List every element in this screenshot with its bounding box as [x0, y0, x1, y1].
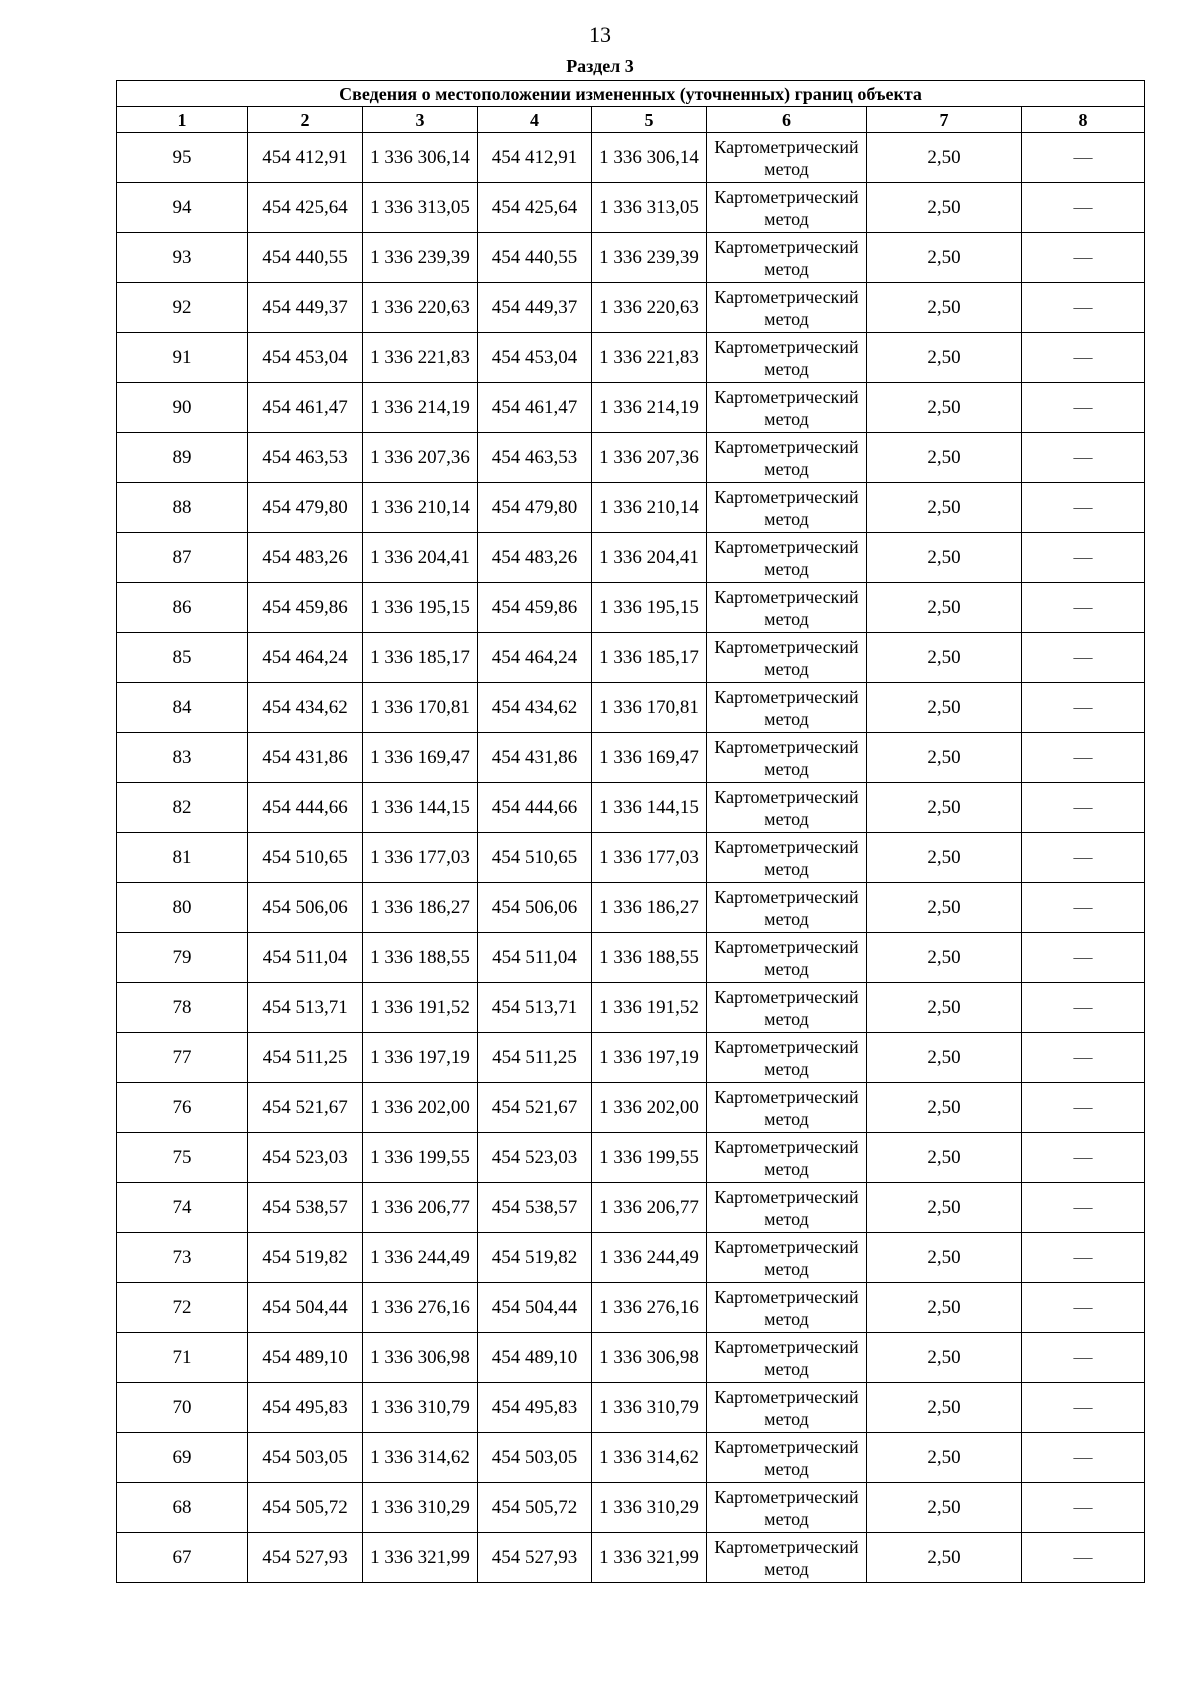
- section-title: Раздел 3: [566, 56, 634, 76]
- cell-description: —: [1022, 433, 1145, 483]
- cell-old-x: 454 489,10: [248, 1333, 363, 1383]
- cell-old-x: 454 459,86: [248, 583, 363, 633]
- cell-new-y: 1 336 276,16: [592, 1283, 707, 1333]
- cell-new-y: 1 336 310,79: [592, 1383, 707, 1433]
- cell-method: Картометрический метод: [707, 333, 867, 383]
- cell-description: —: [1022, 1283, 1145, 1333]
- cell-old-y: 1 336 197,19: [363, 1033, 478, 1083]
- cell-point-number: 90: [117, 383, 248, 433]
- table-row: [117, 483, 1145, 533]
- cell-method: Картометрический метод: [707, 783, 867, 833]
- cell-new-x: 454 464,24: [478, 633, 592, 683]
- cell-new-y: 1 336 144,15: [592, 783, 707, 833]
- table-row: [117, 983, 1145, 1033]
- cell-new-y: 1 336 202,00: [592, 1083, 707, 1133]
- cell-accuracy: 2,50: [867, 233, 1022, 283]
- column-header-8: 8: [1022, 107, 1145, 133]
- cell-method: Картометрический метод: [707, 1133, 867, 1183]
- cell-method: Картометрический метод: [707, 1483, 867, 1533]
- cell-old-y: 1 336 199,55: [363, 1133, 478, 1183]
- cell-old-y: 1 336 220,63: [363, 283, 478, 333]
- cell-accuracy: 2,50: [867, 983, 1022, 1033]
- cell-point-number: 83: [117, 733, 248, 783]
- cell-description: —: [1022, 283, 1145, 333]
- table-row: [117, 433, 1145, 483]
- cell-old-y: 1 336 207,36: [363, 433, 478, 483]
- cell-new-y: 1 336 188,55: [592, 933, 707, 983]
- cell-new-y: 1 336 169,47: [592, 733, 707, 783]
- cell-point-number: 73: [117, 1233, 248, 1283]
- cell-new-y: 1 336 310,29: [592, 1483, 707, 1533]
- cell-old-y: 1 336 186,27: [363, 883, 478, 933]
- cell-new-y: 1 336 206,77: [592, 1183, 707, 1233]
- cell-old-x: 454 444,66: [248, 783, 363, 833]
- cell-new-y: 1 336 199,55: [592, 1133, 707, 1183]
- cell-old-y: 1 336 214,19: [363, 383, 478, 433]
- cell-new-y: 1 336 214,19: [592, 383, 707, 433]
- cell-new-x: 454 440,55: [478, 233, 592, 283]
- cell-method: Картометрический метод: [707, 1283, 867, 1333]
- cell-point-number: 85: [117, 633, 248, 683]
- table-row: [117, 1133, 1145, 1183]
- cell-description: —: [1022, 1533, 1145, 1583]
- cell-new-y: 1 336 220,63: [592, 283, 707, 333]
- cell-point-number: 86: [117, 583, 248, 633]
- cell-accuracy: 2,50: [867, 383, 1022, 433]
- cell-old-x: 454 504,44: [248, 1283, 363, 1333]
- cell-method: Картометрический метод: [707, 533, 867, 583]
- cell-new-y: 1 336 314,62: [592, 1433, 707, 1483]
- cell-description: —: [1022, 1433, 1145, 1483]
- cell-accuracy: 2,50: [867, 1183, 1022, 1233]
- table-row: [117, 1433, 1145, 1483]
- cell-old-x: 454 495,83: [248, 1383, 363, 1433]
- cell-old-x: 454 510,65: [248, 833, 363, 883]
- cell-method: Картометрический метод: [707, 1333, 867, 1383]
- cell-new-x: 454 434,62: [478, 683, 592, 733]
- cell-new-x: 454 511,25: [478, 1033, 592, 1083]
- cell-new-x: 454 449,37: [478, 283, 592, 333]
- cell-new-x: 454 412,91: [478, 133, 592, 183]
- cell-method: Картометрический метод: [707, 383, 867, 433]
- table-row: [117, 1483, 1145, 1533]
- cell-old-x: 454 464,24: [248, 633, 363, 683]
- cell-new-x: 454 479,80: [478, 483, 592, 533]
- cell-accuracy: 2,50: [867, 883, 1022, 933]
- cell-description: —: [1022, 233, 1145, 283]
- cell-method: Картометрический метод: [707, 233, 867, 283]
- cell-old-y: 1 336 195,15: [363, 583, 478, 633]
- cell-new-x: 454 461,47: [478, 383, 592, 433]
- cell-description: —: [1022, 1083, 1145, 1133]
- cell-old-x: 454 511,04: [248, 933, 363, 983]
- cell-accuracy: 2,50: [867, 1233, 1022, 1283]
- table-row: [117, 583, 1145, 633]
- cell-old-x: 454 453,04: [248, 333, 363, 383]
- cell-point-number: 81: [117, 833, 248, 883]
- cell-accuracy: 2,50: [867, 583, 1022, 633]
- table-row: [117, 133, 1145, 183]
- cell-accuracy: 2,50: [867, 933, 1022, 983]
- cell-old-y: 1 336 210,14: [363, 483, 478, 533]
- cell-new-y: 1 336 221,83: [592, 333, 707, 383]
- cell-accuracy: 2,50: [867, 483, 1022, 533]
- cell-description: —: [1022, 183, 1145, 233]
- cell-accuracy: 2,50: [867, 1033, 1022, 1083]
- cell-new-x: 454 495,83: [478, 1383, 592, 1433]
- cell-point-number: 93: [117, 233, 248, 283]
- cell-new-y: 1 336 210,14: [592, 483, 707, 533]
- cell-description: —: [1022, 533, 1145, 583]
- cell-accuracy: 2,50: [867, 683, 1022, 733]
- cell-old-y: 1 336 239,39: [363, 233, 478, 283]
- cell-old-x: 454 425,64: [248, 183, 363, 233]
- column-header-2: 2: [248, 107, 363, 133]
- cell-method: Картометрический метод: [707, 833, 867, 883]
- cell-old-y: 1 336 310,29: [363, 1483, 478, 1533]
- cell-new-x: 454 459,86: [478, 583, 592, 633]
- cell-description: —: [1022, 933, 1145, 983]
- table-row: [117, 783, 1145, 833]
- cell-description: —: [1022, 583, 1145, 633]
- cell-accuracy: 2,50: [867, 1133, 1022, 1183]
- cell-method: Картометрический метод: [707, 583, 867, 633]
- table-row: [117, 1333, 1145, 1383]
- table-row: [117, 233, 1145, 283]
- cell-description: —: [1022, 483, 1145, 533]
- cell-old-y: 1 336 204,41: [363, 533, 478, 583]
- table-body: [117, 133, 1145, 1583]
- cell-new-y: 1 336 177,03: [592, 833, 707, 883]
- cell-method: Картометрический метод: [707, 1533, 867, 1583]
- table-row: [117, 833, 1145, 883]
- column-header-row: [117, 107, 1145, 133]
- cell-accuracy: 2,50: [867, 433, 1022, 483]
- cell-new-x: 454 510,65: [478, 833, 592, 883]
- table-row: [117, 1533, 1145, 1583]
- table-row: [117, 1233, 1145, 1283]
- table-caption: Сведения о местоположении измененных (уточненных) границ объекта: [117, 81, 1145, 107]
- cell-new-y: 1 336 195,15: [592, 583, 707, 633]
- cell-method: Картометрический метод: [707, 483, 867, 533]
- cell-new-x: 454 538,57: [478, 1183, 592, 1233]
- cell-new-x: 454 489,10: [478, 1333, 592, 1383]
- cell-description: —: [1022, 1483, 1145, 1533]
- cell-old-x: 454 434,62: [248, 683, 363, 733]
- cell-new-x: 454 523,03: [478, 1133, 592, 1183]
- cell-old-x: 454 519,82: [248, 1233, 363, 1283]
- cell-new-y: 1 336 306,14: [592, 133, 707, 183]
- cell-method: Картометрический метод: [707, 1183, 867, 1233]
- cell-point-number: 80: [117, 883, 248, 933]
- cell-point-number: 67: [117, 1533, 248, 1583]
- cell-old-y: 1 336 221,83: [363, 333, 478, 383]
- table-caption-row: [117, 81, 1145, 107]
- cell-accuracy: 2,50: [867, 1083, 1022, 1133]
- cell-method: Картометрический метод: [707, 283, 867, 333]
- cell-method: Картометрический метод: [707, 983, 867, 1033]
- boundary-coordinates-table: [116, 80, 1145, 1583]
- cell-method: Картометрический метод: [707, 733, 867, 783]
- cell-point-number: 76: [117, 1083, 248, 1133]
- cell-accuracy: 2,50: [867, 333, 1022, 383]
- cell-method: Картометрический метод: [707, 1233, 867, 1283]
- cell-method: Картометрический метод: [707, 1433, 867, 1483]
- cell-description: —: [1022, 1133, 1145, 1183]
- cell-point-number: 92: [117, 283, 248, 333]
- cell-description: —: [1022, 1183, 1145, 1233]
- cell-description: —: [1022, 133, 1145, 183]
- table-row: [117, 633, 1145, 683]
- cell-old-x: 454 463,53: [248, 433, 363, 483]
- cell-description: —: [1022, 883, 1145, 933]
- cell-old-y: 1 336 202,00: [363, 1083, 478, 1133]
- table-row: [117, 183, 1145, 233]
- cell-old-x: 454 538,57: [248, 1183, 363, 1233]
- cell-point-number: 77: [117, 1033, 248, 1083]
- cell-description: —: [1022, 1333, 1145, 1383]
- cell-old-x: 454 461,47: [248, 383, 363, 433]
- cell-old-y: 1 336 314,62: [363, 1433, 478, 1483]
- cell-method: Картометрический метод: [707, 633, 867, 683]
- cell-old-x: 454 503,05: [248, 1433, 363, 1483]
- cell-new-x: 454 521,67: [478, 1083, 592, 1133]
- cell-accuracy: 2,50: [867, 533, 1022, 583]
- cell-method: Картометрический метод: [707, 933, 867, 983]
- table-row: [117, 1383, 1145, 1433]
- cell-accuracy: 2,50: [867, 283, 1022, 333]
- cell-accuracy: 2,50: [867, 1483, 1022, 1533]
- cell-point-number: 74: [117, 1183, 248, 1233]
- cell-new-y: 1 336 306,98: [592, 1333, 707, 1383]
- cell-new-y: 1 336 170,81: [592, 683, 707, 733]
- cell-point-number: 94: [117, 183, 248, 233]
- cell-old-x: 454 431,86: [248, 733, 363, 783]
- cell-old-y: 1 336 169,47: [363, 733, 478, 783]
- cell-new-x: 454 503,05: [478, 1433, 592, 1483]
- cell-old-x: 454 449,37: [248, 283, 363, 333]
- table-row: [117, 333, 1145, 383]
- cell-new-y: 1 336 185,17: [592, 633, 707, 683]
- cell-new-x: 454 513,71: [478, 983, 592, 1033]
- cell-new-x: 454 453,04: [478, 333, 592, 383]
- cell-accuracy: 2,50: [867, 1333, 1022, 1383]
- cell-new-y: 1 336 191,52: [592, 983, 707, 1033]
- cell-old-x: 454 513,71: [248, 983, 363, 1033]
- column-header-5: 5: [592, 107, 707, 133]
- cell-point-number: 68: [117, 1483, 248, 1533]
- cell-old-x: 454 479,80: [248, 483, 363, 533]
- cell-old-x: 454 527,93: [248, 1533, 363, 1583]
- cell-new-x: 454 483,26: [478, 533, 592, 583]
- cell-new-x: 454 504,44: [478, 1283, 592, 1333]
- cell-new-y: 1 336 204,41: [592, 533, 707, 583]
- table-row: [117, 683, 1145, 733]
- cell-old-y: 1 336 188,55: [363, 933, 478, 983]
- column-header-4: 4: [478, 107, 592, 133]
- cell-old-y: 1 336 310,79: [363, 1383, 478, 1433]
- table-row: [117, 733, 1145, 783]
- cell-new-x: 454 463,53: [478, 433, 592, 483]
- cell-point-number: 89: [117, 433, 248, 483]
- cell-point-number: 72: [117, 1283, 248, 1333]
- cell-method: Картометрический метод: [707, 683, 867, 733]
- cell-old-y: 1 336 185,17: [363, 633, 478, 683]
- table-head: [117, 81, 1145, 133]
- cell-new-y: 1 336 244,49: [592, 1233, 707, 1283]
- cell-method: Картометрический метод: [707, 1383, 867, 1433]
- cell-new-y: 1 336 313,05: [592, 183, 707, 233]
- cell-description: —: [1022, 833, 1145, 883]
- column-header-6: 6: [707, 107, 867, 133]
- cell-description: —: [1022, 633, 1145, 683]
- cell-new-x: 454 425,64: [478, 183, 592, 233]
- cell-new-x: 454 444,66: [478, 783, 592, 833]
- cell-method: Картометрический метод: [707, 1033, 867, 1083]
- cell-accuracy: 2,50: [867, 1433, 1022, 1483]
- cell-accuracy: 2,50: [867, 783, 1022, 833]
- cell-new-x: 454 519,82: [478, 1233, 592, 1283]
- cell-point-number: 75: [117, 1133, 248, 1183]
- cell-old-y: 1 336 276,16: [363, 1283, 478, 1333]
- cell-description: —: [1022, 1383, 1145, 1433]
- cell-new-y: 1 336 197,19: [592, 1033, 707, 1083]
- cell-old-y: 1 336 321,99: [363, 1533, 478, 1583]
- cell-old-y: 1 336 313,05: [363, 183, 478, 233]
- cell-new-x: 454 505,72: [478, 1483, 592, 1533]
- cell-new-x: 454 506,06: [478, 883, 592, 933]
- cell-old-x: 454 511,25: [248, 1033, 363, 1083]
- cell-method: Картометрический метод: [707, 1083, 867, 1133]
- table-row: [117, 933, 1145, 983]
- cell-description: —: [1022, 683, 1145, 733]
- table-row: [117, 1083, 1145, 1133]
- cell-accuracy: 2,50: [867, 733, 1022, 783]
- cell-point-number: 70: [117, 1383, 248, 1433]
- page-number: 13: [589, 22, 611, 47]
- cell-point-number: 88: [117, 483, 248, 533]
- cell-point-number: 95: [117, 133, 248, 183]
- table-row: [117, 1033, 1145, 1083]
- cell-point-number: 91: [117, 333, 248, 383]
- cell-new-y: 1 336 321,99: [592, 1533, 707, 1583]
- table-row: [117, 283, 1145, 333]
- cell-point-number: 78: [117, 983, 248, 1033]
- cell-description: —: [1022, 733, 1145, 783]
- cell-accuracy: 2,50: [867, 133, 1022, 183]
- cell-accuracy: 2,50: [867, 833, 1022, 883]
- cell-method: Картометрический метод: [707, 433, 867, 483]
- cell-old-y: 1 336 144,15: [363, 783, 478, 833]
- cell-point-number: 87: [117, 533, 248, 583]
- cell-accuracy: 2,50: [867, 1383, 1022, 1433]
- cell-accuracy: 2,50: [867, 633, 1022, 683]
- cell-new-x: 454 527,93: [478, 1533, 592, 1583]
- cell-old-x: 454 521,67: [248, 1083, 363, 1133]
- cell-point-number: 71: [117, 1333, 248, 1383]
- cell-description: —: [1022, 383, 1145, 433]
- cell-new-y: 1 336 239,39: [592, 233, 707, 283]
- cell-old-y: 1 336 177,03: [363, 833, 478, 883]
- cell-method: Картометрический метод: [707, 183, 867, 233]
- cell-point-number: 69: [117, 1433, 248, 1483]
- cell-description: —: [1022, 333, 1145, 383]
- cell-old-x: 454 412,91: [248, 133, 363, 183]
- cell-accuracy: 2,50: [867, 1533, 1022, 1583]
- cell-method: Картометрический метод: [707, 133, 867, 183]
- cell-old-x: 454 483,26: [248, 533, 363, 583]
- cell-description: —: [1022, 1033, 1145, 1083]
- cell-old-x: 454 523,03: [248, 1133, 363, 1183]
- cell-old-y: 1 336 206,77: [363, 1183, 478, 1233]
- cell-description: —: [1022, 983, 1145, 1033]
- cell-old-y: 1 336 191,52: [363, 983, 478, 1033]
- cell-point-number: 84: [117, 683, 248, 733]
- table-row: [117, 1283, 1145, 1333]
- cell-description: —: [1022, 783, 1145, 833]
- table-row: [117, 533, 1145, 583]
- cell-old-y: 1 336 244,49: [363, 1233, 478, 1283]
- table-row: [117, 1183, 1145, 1233]
- cell-new-y: 1 336 207,36: [592, 433, 707, 483]
- table-row: [117, 883, 1145, 933]
- column-header-7: 7: [867, 107, 1022, 133]
- cell-accuracy: 2,50: [867, 183, 1022, 233]
- column-header-1: 1: [117, 107, 248, 133]
- cell-old-y: 1 336 306,98: [363, 1333, 478, 1383]
- column-header-3: 3: [363, 107, 478, 133]
- cell-method: Картометрический метод: [707, 883, 867, 933]
- cell-old-y: 1 336 306,14: [363, 133, 478, 183]
- cell-new-x: 454 431,86: [478, 733, 592, 783]
- cell-new-x: 454 511,04: [478, 933, 592, 983]
- cell-point-number: 79: [117, 933, 248, 983]
- cell-point-number: 82: [117, 783, 248, 833]
- cell-old-x: 454 505,72: [248, 1483, 363, 1533]
- cell-old-y: 1 336 170,81: [363, 683, 478, 733]
- table-row: [117, 383, 1145, 433]
- cell-old-x: 454 440,55: [248, 233, 363, 283]
- cell-new-y: 1 336 186,27: [592, 883, 707, 933]
- cell-accuracy: 2,50: [867, 1283, 1022, 1333]
- cell-old-x: 454 506,06: [248, 883, 363, 933]
- cell-description: —: [1022, 1233, 1145, 1283]
